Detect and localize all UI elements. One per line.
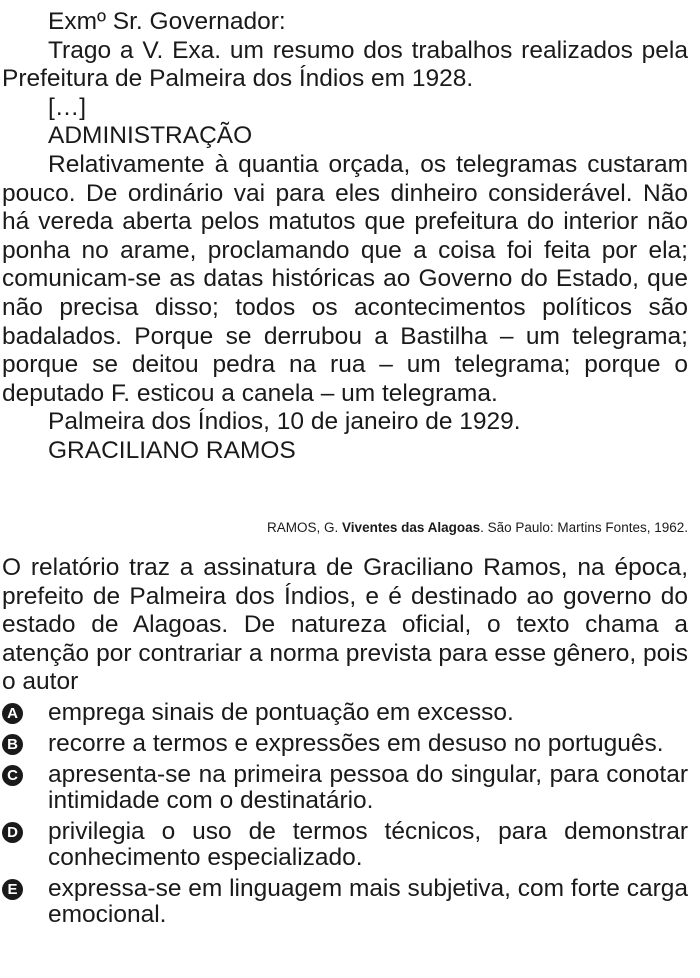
section-heading: ADMINISTRAÇÃO xyxy=(48,122,253,150)
option-c-text: apresenta-se na primeira pessoa do singular, para conotar intimidade com o destinatário. xyxy=(48,761,688,814)
option-e[interactable] xyxy=(2,876,688,928)
option-b-text: recorre a termos e expressões em desuso no português. xyxy=(48,730,664,757)
option-a-text: emprega sinais de pontuação em excesso. xyxy=(48,699,514,726)
answer-options xyxy=(2,700,688,933)
source-citation xyxy=(267,519,688,537)
option-b-letter-icon: B xyxy=(2,734,23,755)
citation-publisher: . São Paulo: Martins Fontes, 1962. xyxy=(480,520,688,535)
option-d-letter-icon: D xyxy=(2,822,23,843)
option-c[interactable] xyxy=(2,762,688,814)
intro-paragraph: Trago a V. Exa. um resumo dos trabalhos realizados pela Prefeitura de Palmeira dos Índios em 1928. xyxy=(2,36,688,93)
option-c-letter-icon: C xyxy=(2,765,23,786)
body-paragraph: Relativamente à quantia orçada, os telegramas custaram pouco. De ordinário vai para eles dinheiro considerável. Não há vereda aberta pelos matutos que prefeitura do interior não ponha no arame, proclamando que a coisa foi feita por ela; comunicam-se as datas históricas ao Governo do Estado, que não precisa disso; todos os acontecimentos políticos são badalados. Porque se derrubou a Bastilha – um telegrama; porque se deitou pedra na rua – um telegrama; porque o deputado F. esticou a canela – um telegrama. xyxy=(2,150,688,407)
option-e-text: expressa-se em linguagem mais subjetiva, com forte carga emocional. xyxy=(48,875,689,928)
option-e-letter-icon: E xyxy=(2,879,23,900)
excerpt-text xyxy=(2,8,688,466)
citation-author: RAMOS, G. xyxy=(267,520,343,535)
option-a-letter-icon: A xyxy=(2,703,23,724)
option-d[interactable] xyxy=(2,819,688,871)
option-b[interactable] xyxy=(2,731,688,757)
citation-title: Viventes das Alagoas xyxy=(342,520,481,535)
question-stem xyxy=(2,554,688,697)
question-stem-text: O relatório traz a assinatura de Graciliano Ramos, na época, prefeito de Palmeira dos Índios, e é destinado ao governo do estado de Alagoas. De natureza oficial, o texto chama a atenção por contrariar a norma prevista para esse gênero, pois o autor xyxy=(2,554,688,696)
place-date: Palmeira dos Índios, 10 de janeiro de 1929. xyxy=(48,408,521,436)
option-a[interactable] xyxy=(2,700,688,726)
signature: GRACILIANO RAMOS xyxy=(48,436,296,464)
salutation: Exmº Sr. Governador: xyxy=(48,8,286,35)
ellipsis: […] xyxy=(48,93,87,121)
option-d-text: privilegia o uso de termos técnicos, para demonstrar conhecimento especializado. xyxy=(48,818,688,871)
